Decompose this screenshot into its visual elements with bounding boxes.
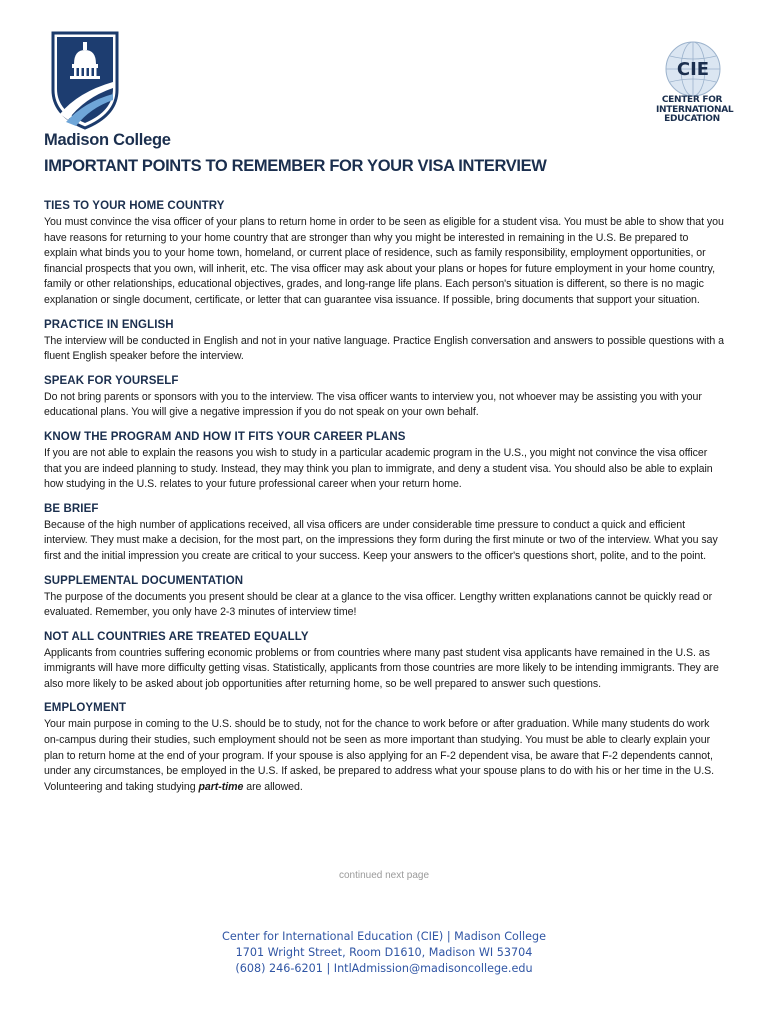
section-speak [44, 373, 724, 421]
cie-line1: CENTER FOR [661, 95, 723, 105]
section-body: Applicants from countries suffering economic problems or from countries where many past student visa applicants have remained in the U.S. as immigrants will have more difficulty getting visas. Statistically, applicants from those countries are more likely to be intending immigrants. They are also more likely to be asked about job opportunities after returning home, so be well prepared to answer such questions. [44, 646, 719, 690]
continued-note: continued next page [338, 870, 430, 881]
section-heading: SPEAK FOR YOURSELF [44, 374, 179, 387]
section-heading: PRACTICE IN ENGLISH [44, 318, 174, 331]
section-countries [44, 629, 724, 693]
footer-address: 1701 Wright Street, Room D1610, Madison WI 53704 [235, 946, 533, 959]
section-heading: NOT ALL COUNTRIES ARE TREATED EQUALLY [44, 630, 309, 643]
section-heading: KNOW THE PROGRAM AND HOW IT FITS YOUR CAREER PLANS [44, 430, 406, 443]
section-body: Do not bring parents or sponsors with you to the interview. The visa officer wants to interview you, not whoever may be assisting you with your educational plans. You will give a negative impression if you do not speak on your own behalf. [44, 390, 702, 419]
section-body: The interview will be conducted in English and not in your native language. Practice English conversation and answers to possible questions with a fluent English speaker before the interview. [44, 334, 724, 363]
section-heading: TIES TO YOUR HOME COUNTRY [44, 200, 225, 212]
college-name: Madison College [44, 131, 171, 149]
emphasis-text: part-time [198, 780, 244, 793]
madison-college-logo [50, 30, 120, 130]
section-body-tail: are allowed. [243, 780, 303, 793]
section-heading: EMPLOYMENT [44, 702, 127, 715]
footer [0, 929, 768, 977]
section-body: If you are not able to explain the reasons you wish to study in a particular academic program in the U.S., you might not convince the visa officer that you are indeed planning to study. Instead, they may think you plan to immigrate, and deny a student visa. You should also be able to explain how studying in the U.S. relates to your future professional career when your return home. [44, 446, 713, 491]
section-brief [44, 501, 724, 565]
section-body-text: Your main purpose in coming to the U.S. should be to study, not for the chance to work before or after graduation. While many students do work on-campus during their studies, such employment should not be seen as more important than studying. You must be able to clearly explain your plan to return home at the end of your program. If your spouse is also applying for an F-2 dependent visa, be aware that F-2 dependents cannot, under any circumstances, be employed in the U.S. If asked, be prepared to address what your spouse plans to do with his or her time in the U.S. Volunteering and taking studying [44, 718, 715, 793]
section-english [44, 317, 724, 365]
section-body: You must convince the visa officer of your plans to return home in order to be seen as eligible for a student visa. You must be able to show that you have reasons for returning to your home country that are stronger than why you might be interested in remaining in the U.S. Be prepared to explain what binds you to your home town, homeland, or current place of residence, such as family responsibility, employment opportunities, or financial prospects that you own, will inherit, etc. The visa officer may ask about your plans or hopes for future employment in your home country, family or other relationships, educational objectives, grades, and long-range life plans. Each person's situation is different, so there is no magic explanation or single document, certificate, or letter that can guarantee visa issuance. If possible, bring documents that support your situation. [44, 216, 724, 306]
document-body [44, 198, 724, 803]
section-body: Because of the high number of applications received, all visa officers are under considerable time pressure to conduct a quick and efficient interview. They must make a decision, for the most part, on the impressions they form during the first minute or two of the interview. What you say first and the initial impression you create are critical to your success. Keep your answers to the officer's questions short, polite, and to the point. [44, 518, 718, 562]
globe-icon [664, 40, 722, 98]
cie-line2: INTERNATIONAL [656, 104, 734, 115]
section-ties [44, 198, 724, 309]
section-employment [44, 700, 724, 795]
footer-line1: Center for International Education (CIE) | Madison College [222, 930, 546, 943]
shield-icon [50, 30, 120, 130]
section-body: The purpose of the documents you present should be clear at a glance to the visa officer. Lengthy written explanations cannot be quickly read or evaluated. Remember, you only have 2-3 minutes of interview time! [44, 590, 713, 619]
footer-contact: (608) 246-6201 | IntlAdmission@madisoncollege.edu [235, 962, 533, 975]
cie-acronym: CIE [676, 59, 710, 80]
cie-logo [656, 40, 734, 132]
page-title: IMPORTANT POINTS TO REMEMBER FOR YOUR VISA INTERVIEW [44, 157, 547, 175]
section-documentation [44, 573, 724, 621]
cie-logo-text [656, 95, 734, 125]
section-program [44, 429, 724, 493]
section-heading: BE BRIEF [44, 502, 99, 515]
section-heading: SUPPLEMENTAL DOCUMENTATION [44, 574, 244, 587]
section-body [44, 717, 724, 795]
cie-line3: EDUCATION [664, 114, 720, 124]
